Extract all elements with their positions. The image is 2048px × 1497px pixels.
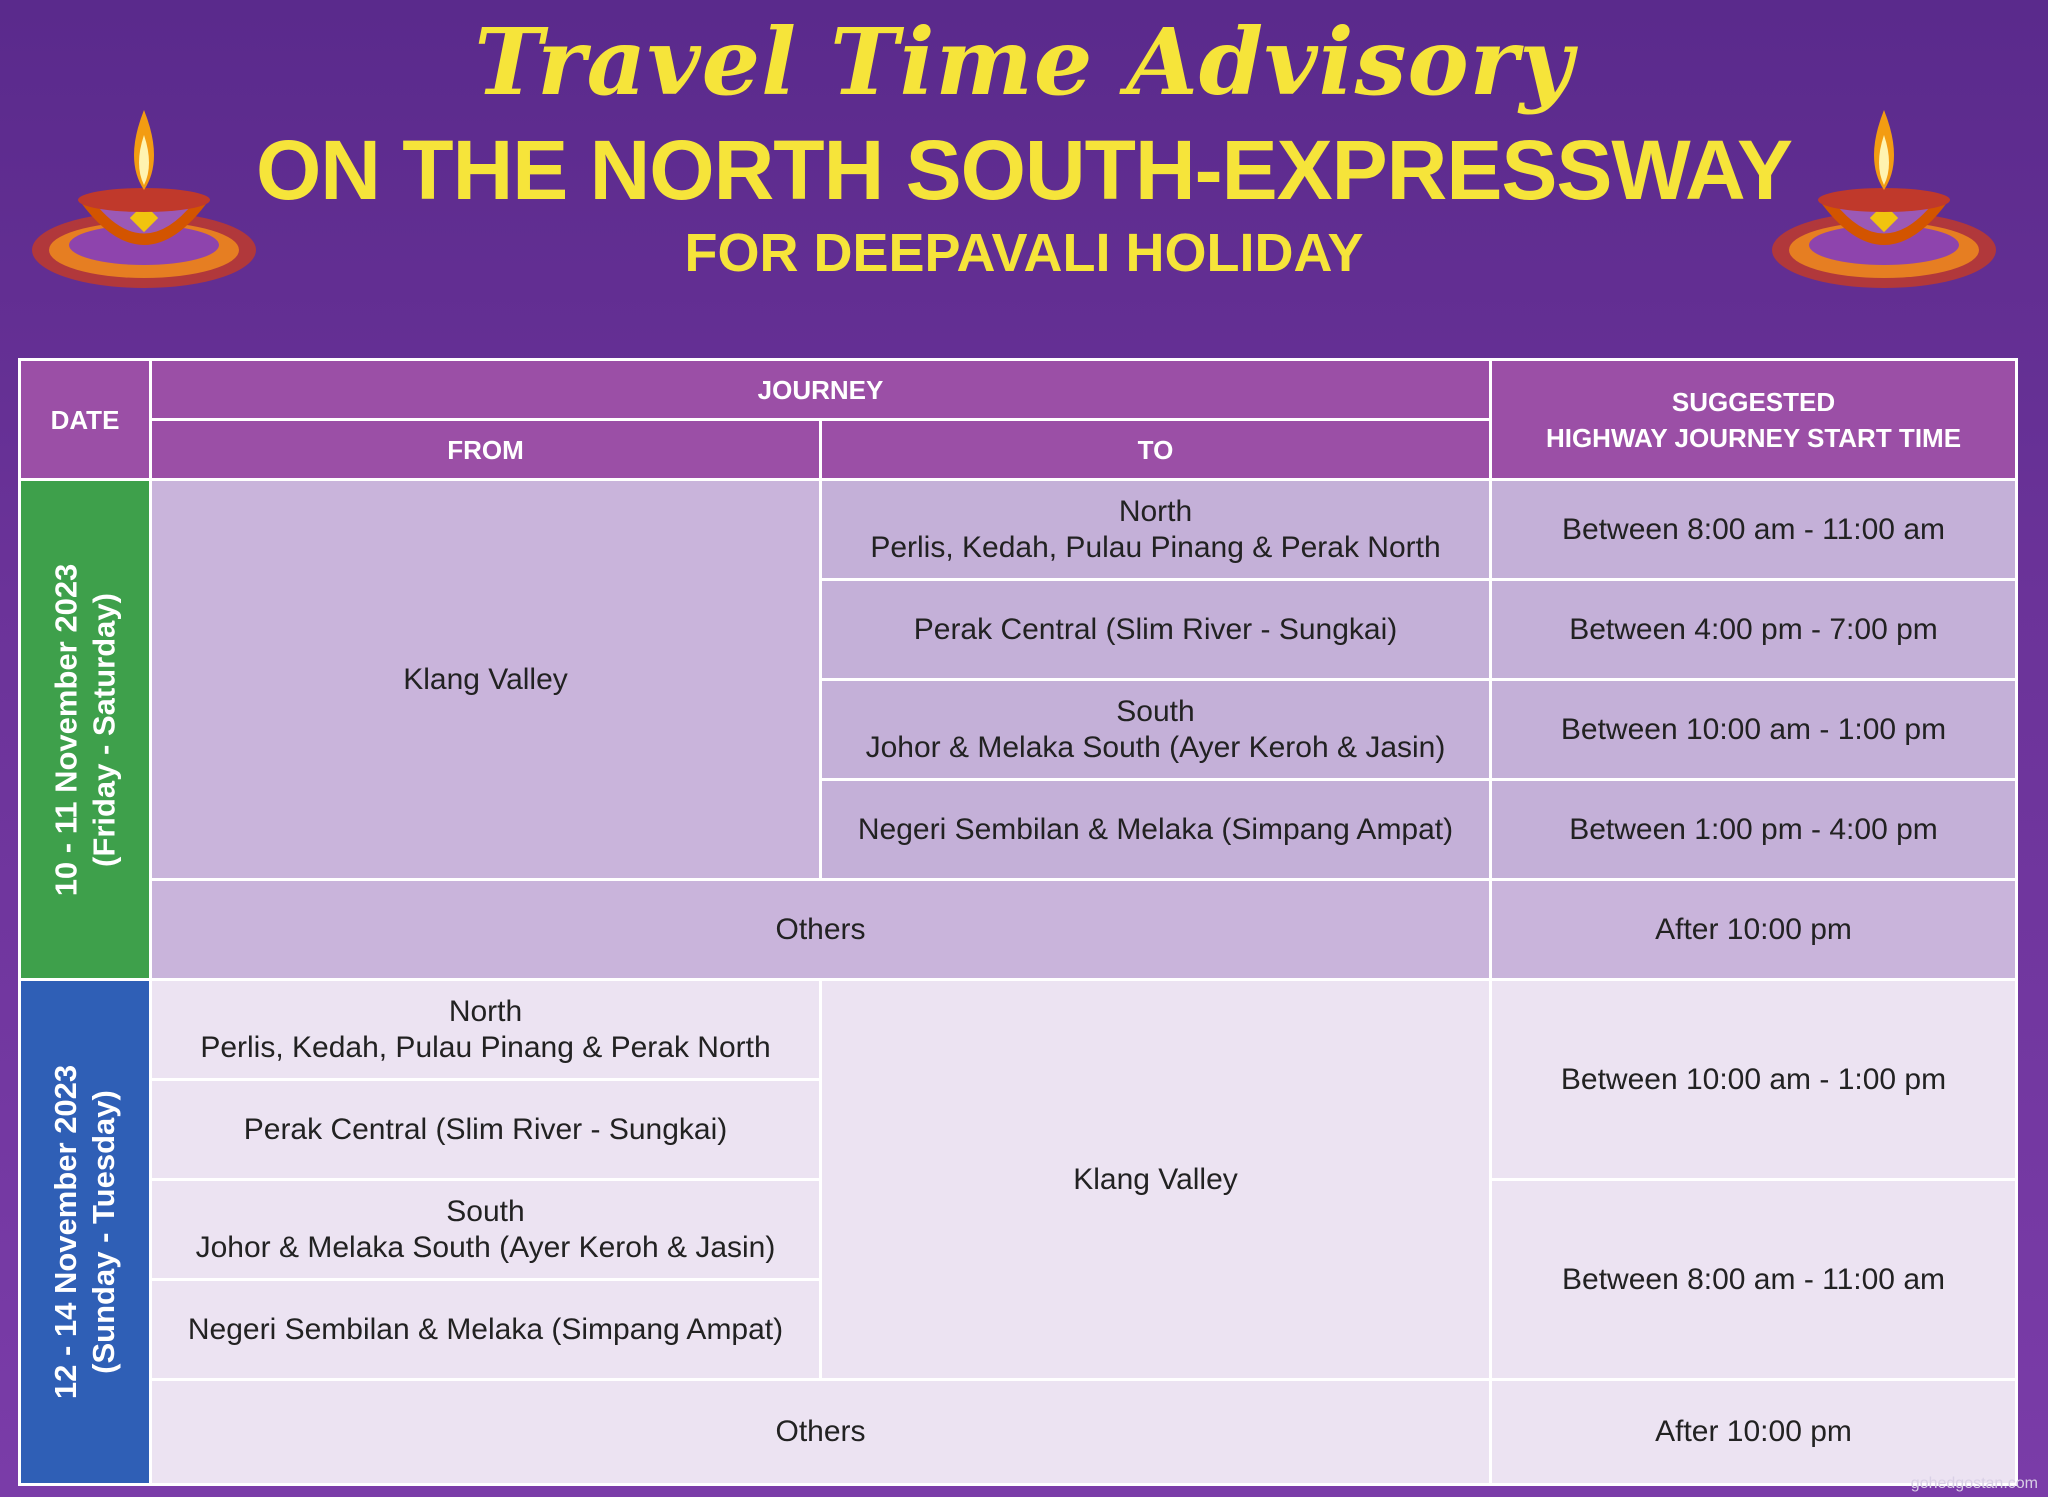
period1-to-detail: Johor & Melaka South (Ayer Keroh & Jasin)	[865, 730, 1446, 764]
header-from: FROM	[152, 421, 822, 481]
header	[0, 0, 2048, 340]
period2-from-detail: Perlis, Kedah, Pulau Pinang & Perak North	[200, 1030, 771, 1064]
period1-from: Klang Valley	[152, 481, 822, 881]
period2-date	[47, 1065, 123, 1399]
period1-to-region: North	[1118, 494, 1193, 528]
period1-to-row: Negeri Sembilan & Melaka (Simpang Ampat)	[822, 781, 1492, 881]
period1-time-row: Between 8:00 am - 11:00 am	[1492, 481, 2015, 581]
period2-to: Klang Valley	[822, 981, 1492, 1381]
period1-date-range: 10 - 11 November 2023	[48, 563, 84, 896]
period1-to-detail: Perlis, Kedah, Pulau Pinang & Perak North	[870, 530, 1441, 564]
period1-date	[47, 563, 123, 896]
period2-from-detail: Johor & Melaka South (Ayer Keroh & Jasin)	[195, 1230, 776, 1264]
period1-time-row: Between 4:00 pm - 7:00 pm	[1492, 581, 2015, 681]
period2-from-row	[152, 1181, 822, 1281]
period1-date-cell	[21, 481, 152, 981]
period1-time-row: Between 1:00 pm - 4:00 pm	[1492, 781, 2015, 881]
header-date: DATE	[21, 361, 152, 481]
header-to: TO	[822, 421, 1492, 481]
period2-date-days: (Sunday - Tuesday)	[86, 1090, 121, 1374]
period2-time-group1: Between 10:00 am - 1:00 pm	[1492, 981, 2015, 1181]
period1-others-time: After 10:00 pm	[1492, 881, 2015, 981]
period2-from-region: South	[446, 1194, 525, 1228]
period1-to-row	[822, 681, 1492, 781]
period1-to-region: South	[1116, 694, 1195, 728]
period1-to-row: Perak Central (Slim River - Sungkai)	[822, 581, 1492, 681]
credit-watermark: gohedgostan.com	[1910, 1475, 2038, 1492]
main-title: ON THE NORTH SOUTH-EXPRESSWAY	[255, 123, 1793, 217]
sub-title: FOR DEEPAVALI HOLIDAY	[684, 223, 1364, 283]
period1-date-days: (Friday - Saturday)	[86, 592, 122, 867]
period2-from-row	[152, 981, 822, 1081]
period2-from-region: North	[448, 994, 523, 1028]
period1-to-row	[822, 481, 1492, 581]
header-suggested-time	[1492, 361, 2015, 481]
period2-date-cell	[21, 981, 152, 1483]
header-time-line2: HIGHWAY JOURNEY START TIME	[1545, 422, 1962, 453]
period1-others: Others	[152, 881, 1492, 981]
period2-from-row: Negeri Sembilan & Melaka (Simpang Ampat)	[152, 1281, 822, 1381]
period2-date-range: 12 - 14 November 2023	[48, 1064, 83, 1400]
period2-others: Others	[152, 1381, 1492, 1483]
advisory-table	[18, 358, 2018, 1486]
period2-from-row: Perak Central (Slim River - Sungkai)	[152, 1081, 822, 1181]
header-journey: JOURNEY	[152, 361, 1492, 421]
header-time-line1: SUGGESTED	[1671, 386, 1836, 417]
script-title: Travel Time Advisory	[474, 8, 1574, 116]
period1-time-row: Between 10:00 am - 1:00 pm	[1492, 681, 2015, 781]
period2-others-time: After 10:00 pm	[1492, 1381, 2015, 1483]
period2-time-group2: Between 8:00 am - 11:00 am	[1492, 1181, 2015, 1381]
